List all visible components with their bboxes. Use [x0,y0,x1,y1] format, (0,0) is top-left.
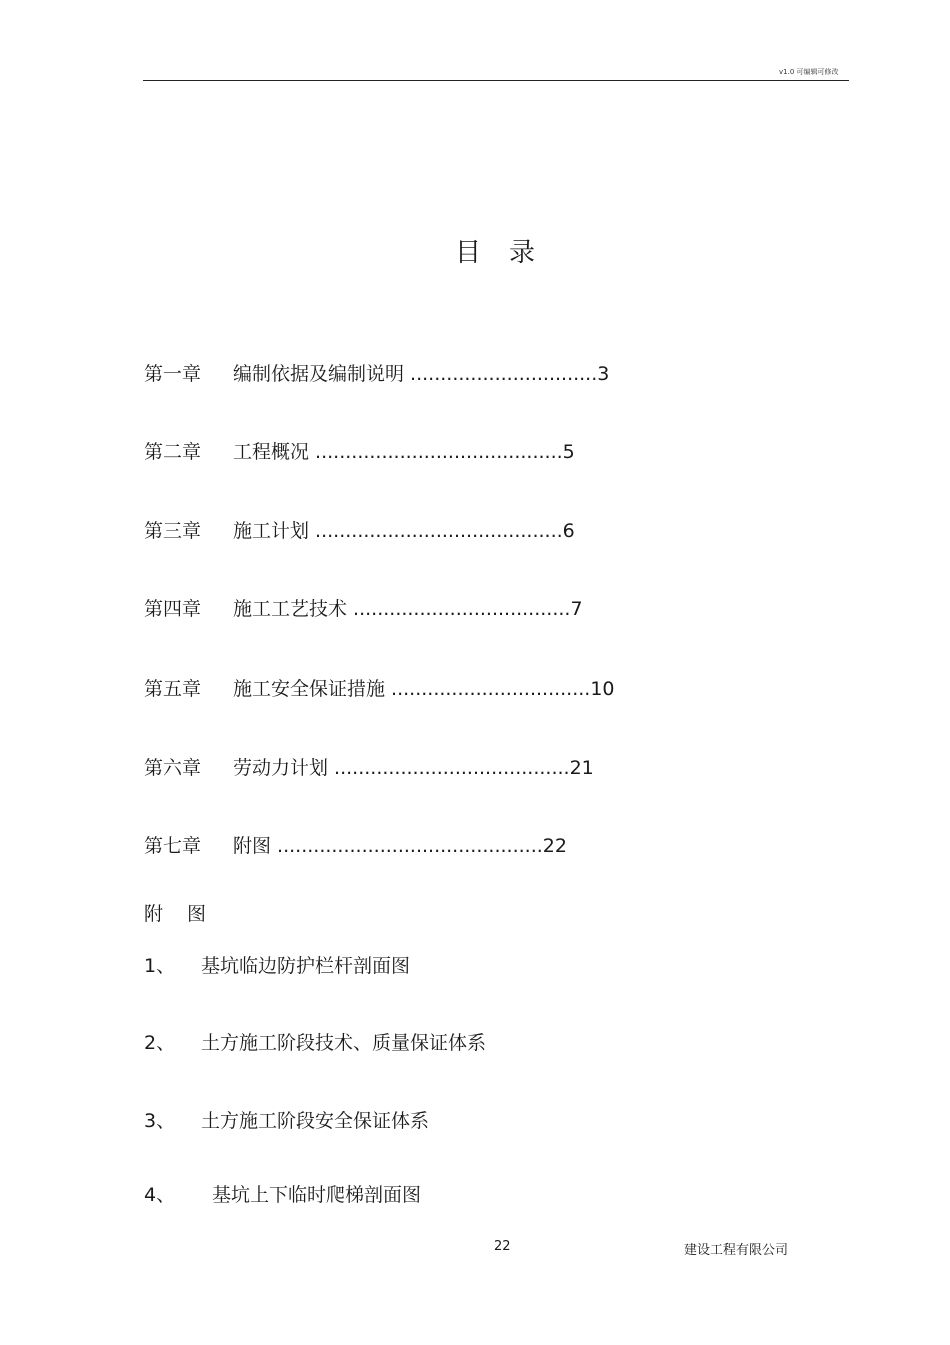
appendix-item-title: 基坑临边防护栏杆剖面图 [201,955,411,977]
appendix-item-title: 土方施工阶段技术、质量保证体系 [201,1032,487,1054]
footer-page-number: 22 [494,1239,511,1254]
toc-chapter-number: 第三章 [144,520,202,542]
appendix-item-number: 1、 [144,955,176,977]
footer-company-name: 建设工程有限公司 [684,1243,789,1258]
toc-entry[interactable] [144,756,594,780]
appendix-item [144,1109,429,1133]
toc-chapter-number: 第四章 [144,598,202,620]
appendix-item-number: 3、 [144,1110,176,1132]
toc-chapter-number: 第七章 [144,835,202,857]
toc-chapter-title: 编制依据及编制说明 ...............................3 [233,363,610,385]
header-divider [143,80,849,81]
toc-chapter-title: 施工工艺技术 ....................................7 [233,598,583,620]
toc-entry[interactable] [144,362,609,386]
appendix-item [144,1031,486,1055]
toc-chapter-title: 施工安全保证措施 .................................10 [233,678,615,700]
toc-chapter-number: 第一章 [144,363,202,385]
toc-chapter-title: 工程概况 .........................................5 [233,441,575,463]
header-version-note: v1.0 可编辑可修改 [779,68,839,76]
appendix-item-title: 基坑上下临时爬梯剖面图 [212,1184,422,1206]
toc-entry[interactable] [144,519,575,543]
toc-entry[interactable] [144,834,567,858]
toc-chapter-title: 施工计划 .........................................6 [233,520,575,542]
appendix-item-number: 4、 [144,1184,176,1206]
toc-chapter-number: 第五章 [144,678,202,700]
toc-chapter-title: 附图 ............................................22 [233,835,567,857]
toc-entry[interactable] [144,440,575,464]
toc-chapter-number: 第六章 [144,757,202,779]
toc-entry[interactable] [144,677,615,701]
page-title: 目录 [455,238,564,268]
appendix-item [144,954,410,978]
appendix-item-title: 土方施工阶段安全保证体系 [201,1110,430,1132]
appendix-item [144,1183,421,1207]
appendix-item-number: 2、 [144,1032,176,1054]
appendix-heading: 附图 [144,903,231,925]
toc-entry[interactable] [144,597,583,621]
toc-chapter-title: 劳动力计划 .......................................21 [233,757,594,779]
toc-chapter-number: 第二章 [144,441,202,463]
